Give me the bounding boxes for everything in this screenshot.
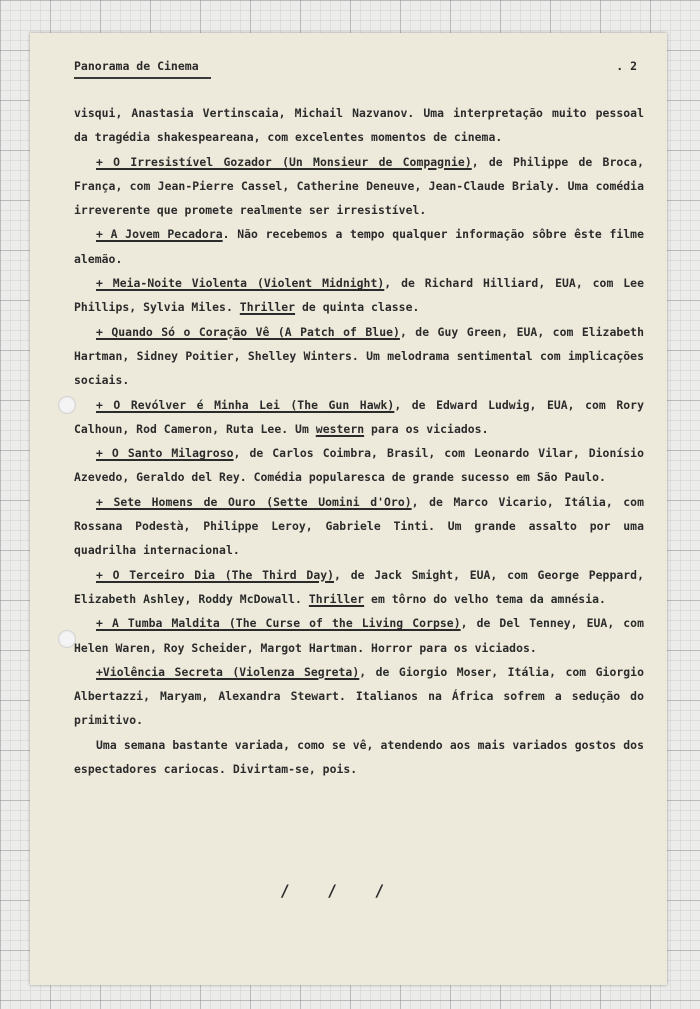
film-description: , de Marco Vicario, Itália, com Rossana Podestà, Philippe Leroy, Gabriele Tinti. Um grande assalto por uma quadrilha internacional. <box>74 494 645 558</box>
film-title: + Quando Só o Coração Vê (A Patch of Blue) <box>96 324 400 339</box>
page-header <box>74 59 637 79</box>
film-description: em tôrno do velho tema da amnésia. <box>364 591 606 606</box>
typewritten-page <box>30 33 667 985</box>
film-entry <box>74 222 644 271</box>
film-entry <box>74 393 644 442</box>
genre-term: Thriller <box>239 300 296 315</box>
film-description: , de Giorgio Moser, Itália, com Giorgio Albertazzi, Maryam, Alexandra Stewart. Italianos na África sofrem a sedução do primitivo. <box>74 664 645 728</box>
film-entry <box>74 271 644 320</box>
film-entry <box>74 150 644 223</box>
film-entry <box>74 660 644 733</box>
film-entry <box>74 563 644 612</box>
film-description: , de Carlos Coimbra, Brasil, com Leonardo Vilar, Dionísio Azevedo, Geraldo del Rey. Comédia popularesca de grande sucesso em São Paulo. <box>74 446 644 485</box>
film-title: + Meia-Noite Violenta (Violent Midnight) <box>96 276 385 291</box>
film-entry <box>74 490 644 563</box>
film-description: , de Philippe de Broca, França, com Jean-Pierre Cassel, Catherine Deneuve, Jean-Claude Brialy. Uma comédia irreverente que promete realmente ser irresistível. <box>74 154 644 218</box>
film-description: , de Guy Green, EUA, com Elizabeth Hartman, Sidney Poitier, Shelley Winters. Um melodrama sentimental com implicações sociais. <box>74 324 645 388</box>
film-title: + O Santo Milagroso <box>96 446 234 461</box>
film-description: de quinta classe. <box>295 300 420 315</box>
film-entry <box>74 611 644 660</box>
film-description: para os viciados. <box>364 421 489 436</box>
film-description: , de Del Tenney, EUA, com Helen Waren, Roy Scheider, Margot Hartman. Horror para os viciados. <box>74 616 644 655</box>
title-underline <box>74 77 211 79</box>
end-mark: / / / <box>280 881 399 900</box>
closing-paragraph: Uma semana bastante variada, como se vê, atendendo aos mais variados gostos dos espectadores cariocas. Divirtam-se, pois. <box>74 737 644 777</box>
film-title: + O Terceiro Dia (The Third Day) <box>96 567 335 582</box>
film-entry <box>74 320 644 393</box>
intro-paragraph: visqui, Anastasia Vertinscaia, Michail Nazvanov. Uma interpretação muito pessoal da tragédia shakespeareana, com excelentes momentos de cinema. <box>74 106 644 145</box>
page-title: Panorama de Cinema <box>74 59 199 73</box>
film-title: + A Jovem Pecadora <box>96 227 223 242</box>
page-number: . 2 <box>616 59 637 73</box>
film-title: +Violência Secreta (Violenza Segreta) <box>96 664 360 679</box>
film-description: . Não recebemos a tempo qualquer informação sôbre êste filme alemão. <box>74 227 644 266</box>
film-title: + O Revólver é Minha Lei (The Gun Hawk) <box>96 397 395 412</box>
genre-term: Thriller <box>308 591 365 606</box>
article-body <box>74 101 644 781</box>
film-title: + A Tumba Maldita (The Curse of the Living Corpse) <box>96 616 461 631</box>
genre-term: western <box>315 421 365 436</box>
film-description: , de Edward Ludwig, EUA, com Rory Calhoun, Rod Cameron, Ruta Lee. Um <box>74 397 644 436</box>
film-title: + O Irresistível Gozador (Un Monsieur de Compagnie) <box>96 154 472 169</box>
film-description: , de Jack Smight, EUA, com George Peppard, Elizabeth Ashley, Roddy McDowall. <box>74 567 644 606</box>
film-title: + Sete Homens de Ouro (Sette Uomini d'Oro) <box>96 494 412 509</box>
film-entry <box>74 441 644 490</box>
film-description: , de Richard Hilliard, EUA, com Lee Phillips, Sylvia Miles. <box>74 276 644 315</box>
